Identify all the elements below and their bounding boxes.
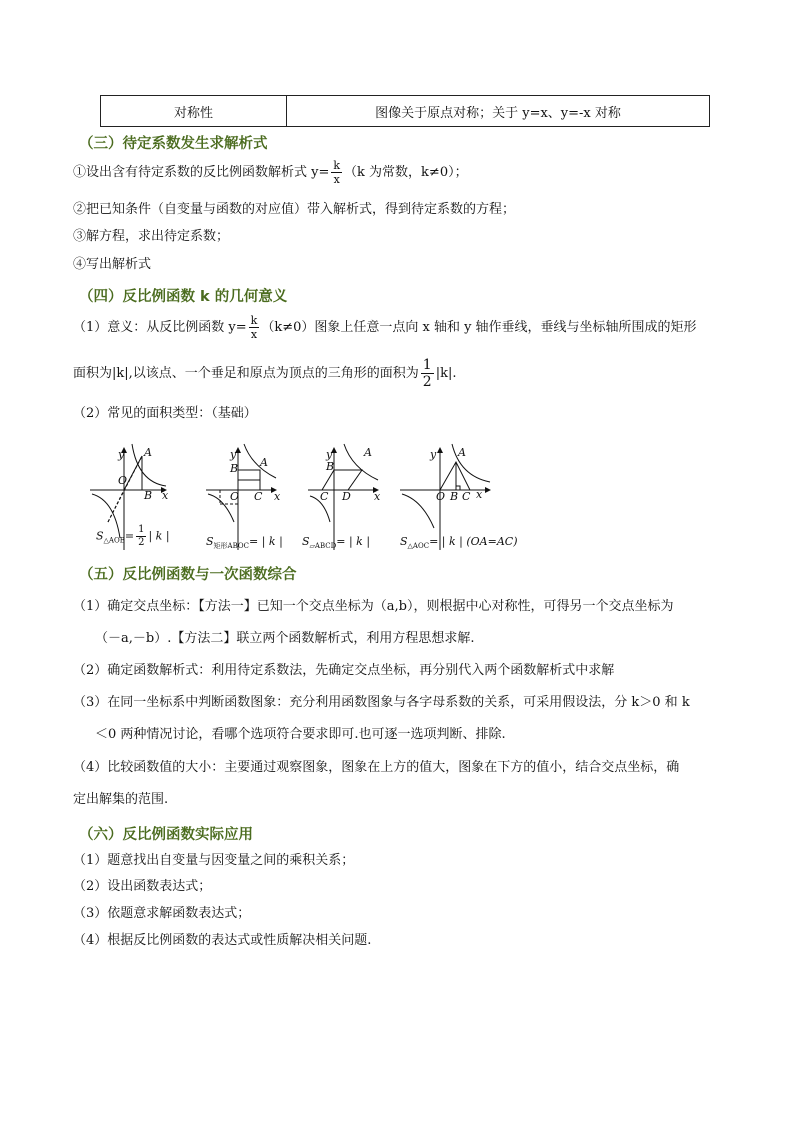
label-y: y xyxy=(230,448,237,461)
step1-suffix: （k 为常数，k≠0）； xyxy=(344,165,468,180)
caption-abo-c xyxy=(206,535,283,551)
caption-abcd xyxy=(302,535,370,550)
fraction-numerator: k xyxy=(250,314,258,327)
label-A: A xyxy=(144,446,152,459)
caption-eq-post: | k | xyxy=(148,529,170,543)
caption-fraction xyxy=(136,525,146,548)
label-O: O xyxy=(118,474,128,487)
section4-p2: （2）常见的面积类型：（基础） xyxy=(73,406,257,421)
label-C: C xyxy=(254,490,263,503)
step1-prefix: ①设出含有待定系数的反比例函数解析式 y= xyxy=(73,165,330,180)
caption-s: S xyxy=(400,535,408,548)
caption-sub: △AOB xyxy=(103,536,125,545)
p1-suffix: （k≠0）图象上任意一点向 x 轴和 y 轴作垂线，垂线与坐标轴所围成的矩形 xyxy=(261,320,697,335)
section3-heading: （三）待定系数发生求解析式 xyxy=(79,136,268,152)
section6-p2: （2）设出函数表达式； xyxy=(73,879,212,894)
area-type-diagrams xyxy=(88,442,518,552)
section5-heading: （五）反比例函数与一次函数综合 xyxy=(79,567,297,583)
label-C: C xyxy=(462,490,471,503)
section4-p1 xyxy=(73,315,697,340)
fraction-denominator: 2 xyxy=(138,537,145,548)
section3-step2: ②把已知条件（自变量与函数的对应值）带入解析式，得到待定系数的方程； xyxy=(73,202,516,217)
label-y: y xyxy=(430,448,437,461)
caption-sub: 矩形ABOC xyxy=(213,542,249,551)
section6-p4: （4）根据反比例函数的表达式或性质解决相关问题. xyxy=(73,933,372,948)
fraction-k-over-x xyxy=(331,160,342,185)
label-y: y xyxy=(118,448,125,461)
label-C: C xyxy=(320,490,329,503)
section6-heading: （六）反比例函数实际应用 xyxy=(79,827,253,843)
caption-eq: = | k | xyxy=(248,535,283,548)
section6-p1: （1）题意找出自变量与因变量之间的乘积关系； xyxy=(73,853,355,868)
label-O: O xyxy=(230,490,240,503)
table-row xyxy=(101,96,710,127)
section4-p1-line2 xyxy=(73,358,456,389)
caption-aoc xyxy=(400,535,518,550)
table-cell-value: 图像关于原点对称；关于 y=x、y=-x 对称 xyxy=(287,96,710,127)
fraction-one-half xyxy=(421,358,434,389)
caption-s: S xyxy=(302,535,310,548)
caption-sub: △AOC xyxy=(407,542,430,551)
section5-p4b: 定出解集的范围. xyxy=(73,792,169,807)
label-A: A xyxy=(260,456,268,469)
fraction-numerator: 1 xyxy=(138,524,145,535)
caption-eq: = | k | (OA=AC) xyxy=(429,535,518,548)
caption-aob xyxy=(96,525,170,548)
fraction-numerator: 1 xyxy=(422,357,432,373)
caption-eq: = xyxy=(124,529,135,543)
p1-prefix: （1）意义：从反比例函数 y= xyxy=(73,320,247,335)
label-B: B xyxy=(326,460,335,473)
label-B: B xyxy=(450,490,459,503)
section5-p1b: （－a,－b）.【方法二】联立两个函数解析式，利用方程思想求解. xyxy=(95,631,475,646)
section5-p4: （4）比较函数值的大小：主要通过观察图象，图象在上方的值大，图象在下方的值小，结合交点坐标，确 xyxy=(73,760,680,775)
label-O: O xyxy=(436,490,446,503)
caption-sub: ▱ABCD xyxy=(309,542,337,551)
caption-eq: = | k | xyxy=(336,535,371,548)
label-x: x xyxy=(274,490,281,503)
fraction-denominator: x xyxy=(333,173,340,186)
caption-s: S xyxy=(96,529,104,543)
label-D: D xyxy=(342,490,351,503)
section3-step1 xyxy=(73,160,468,185)
label-x: x xyxy=(476,488,483,501)
section5-p2: （2）确定函数解析式：利用待定系数法，先确定交点坐标，再分别代入两个函数解析式中求解 xyxy=(73,663,615,678)
label-B: B xyxy=(230,462,239,475)
label-x: x xyxy=(162,489,169,502)
label-x: x xyxy=(374,490,381,503)
section5-p3b: ＜0 两种情况讨论，看哪个选项符合要求即可.也可逐一选项判断、排除. xyxy=(95,727,506,742)
section6-p3: （3）依题意求解函数表达式； xyxy=(73,906,251,921)
label-y: y xyxy=(326,448,333,461)
section3-step3: ③解方程，求出待定系数； xyxy=(73,229,230,244)
section5-p3: （3）在同一坐标系中判断函数图象：充分利用函数图象与各字母系数的关系，可采用假设法，分 k＞0 和 k xyxy=(73,695,690,710)
line2-prefix: 面积为|k|,以该点、一个垂足和原点为顶点的三角形的面积为 xyxy=(73,366,419,381)
label-A: A xyxy=(364,446,372,459)
caption-s: S xyxy=(206,535,214,548)
section3-step4: ④写出解析式 xyxy=(73,257,152,272)
table-cell-label: 对称性 xyxy=(101,96,287,127)
fraction-denominator: 2 xyxy=(422,374,432,390)
label-A: A xyxy=(458,446,466,459)
fraction-k-over-x xyxy=(249,315,260,340)
section4-heading: （四）反比例函数 k 的几何意义 xyxy=(79,289,288,305)
symmetry-table xyxy=(100,95,710,127)
fraction-denominator: x xyxy=(250,328,258,341)
section5-p1: （1）确定交点坐标：【方法一】已知一个交点坐标为（a,b），则根据中心对称性，可得另一个交点坐标为 xyxy=(73,599,674,614)
label-B: B xyxy=(144,489,153,502)
line2-suffix: |k|. xyxy=(435,366,457,381)
fraction-numerator: k xyxy=(333,159,341,172)
